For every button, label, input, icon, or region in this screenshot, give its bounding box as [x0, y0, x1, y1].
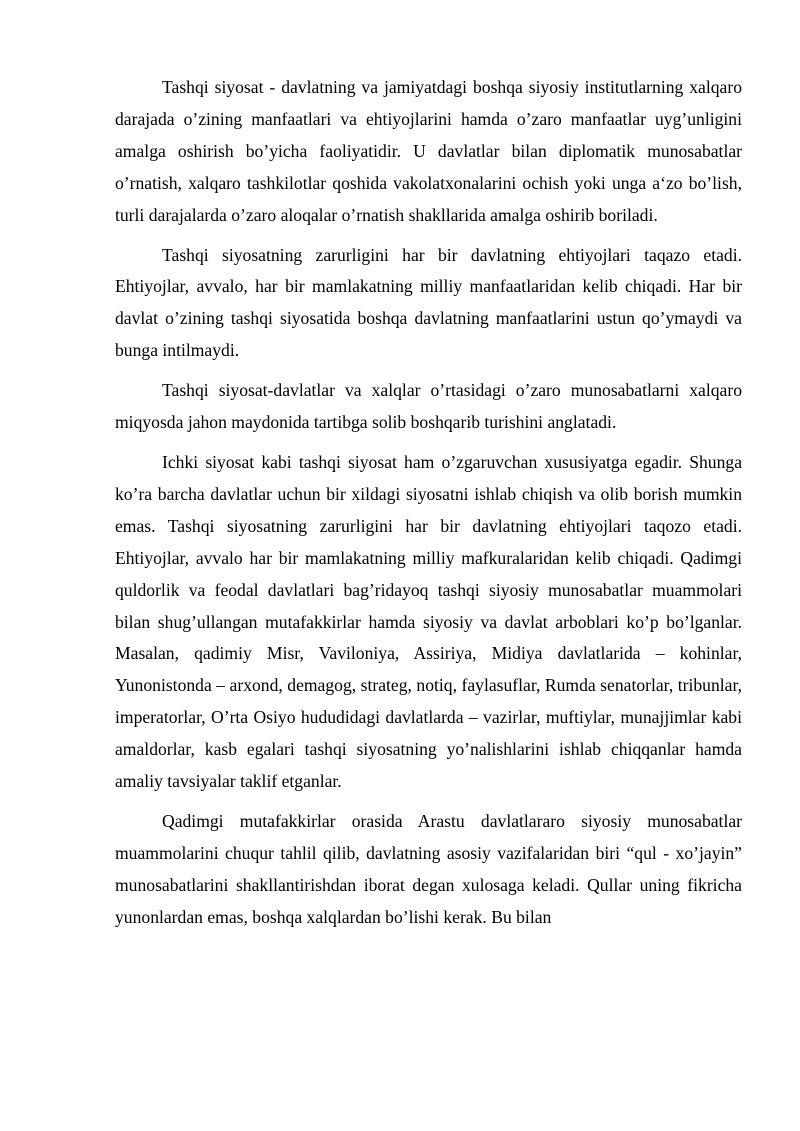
paragraph-2: Tashqi siyosatning zarurligini har bir davlatning ehtiyojlari taqazo etadi. Ehtiyojlar, avvalo, har bir mamlakatning milliy manfaatlaridan kelib chiqadi. Har bir davlat o’zining tashqi siyosatida boshqa davlatning manfaatlarini ustun qo’ymaydi va bunga intilmaydi.	[115, 244, 742, 361]
paragraph-4: Ichki siyosat kabi tashqi siyosat ham o’zgaruvchan xususiyatga egadir. Shunga ko’ra barcha davlatlar uchun bir xildagi siyosatni ishlab chiqish va olib borish mumkin emas. Tashqi siyosatning zarurligini har bir davlatning ehtiyojlari taqozo etadi. Ehtiyojlar, avvalo har bir mamlakatning milliy mafkuralaridan kelib chiqadi. Qadimgi quldorlik va feodal davlatlari bag’ridayoq tashqi siyosiy munosabatlar muammolari bilan shug’ullangan mutafakkirlar hamda siyosiy va davlat arboblari ko’p bo’lganlar. Masalan, qadimiy Misr, Vaviloniya, Assiriya, Midiya davlatlarida – kohinlar, Yunonistonda – arxond, demagog, strateg, notiq, faylasuflar, Rumda senatorlar, tribunlar, imperatorlar, O’rta Osiyo hududidagi davlatlarda – vazirlar, muftiylar, munajjimlar kabi amaldorlar, kasb egalari tashqi siyosatning yo’nalishlarini ishlab chiqqanlar hamda amaliy tavsiyalar taklif etganlar.	[115, 451, 742, 792]
paragraph-3: Tashqi siyosat-davlatlar va xalqlar o’rtasidagi o’zaro munosabatlarni xalqaro miqyosda jahon maydonida tartibga solib boshqarib turishini anglatadi.	[115, 380, 742, 433]
paragraph-1: Tashqi siyosat - davlatning va jamiyatdagi boshqa siyosiy institutlarning xalqaro darajada o’zining manfaatlari va ehtiyojlarini hamda o’zaro manfaatlar uyg’unligini amalga oshirish bo’yicha faoliyatidir. U davlatlar bilan diplomatik munosabatlar o’rnatish, xalqaro tashkilotlar qoshida vakolatxonalarini ochish yoki unga a‘zo bo’lish, turli darajalarda o’zaro aloqalar o’rnatish shakllarida amalga oshirib boriladi.	[115, 77, 742, 225]
paragraph-5: Qadimgi mutafakkirlar orasida Arastu davlatlararo siyosiy munosabatlar muammolarini chuqur tahlil qilib, davlatning asosiy vazifalaridan biri “qul - xo’jayin” munosabatlarini shakllantirishdan iborat degan xulosaga keladi. Qullar uning fikricha yunonlardan emas, boshqa xalqlardan bo’lishi kerak. Bu bilan	[115, 810, 742, 927]
document-body	[115, 72, 742, 942]
